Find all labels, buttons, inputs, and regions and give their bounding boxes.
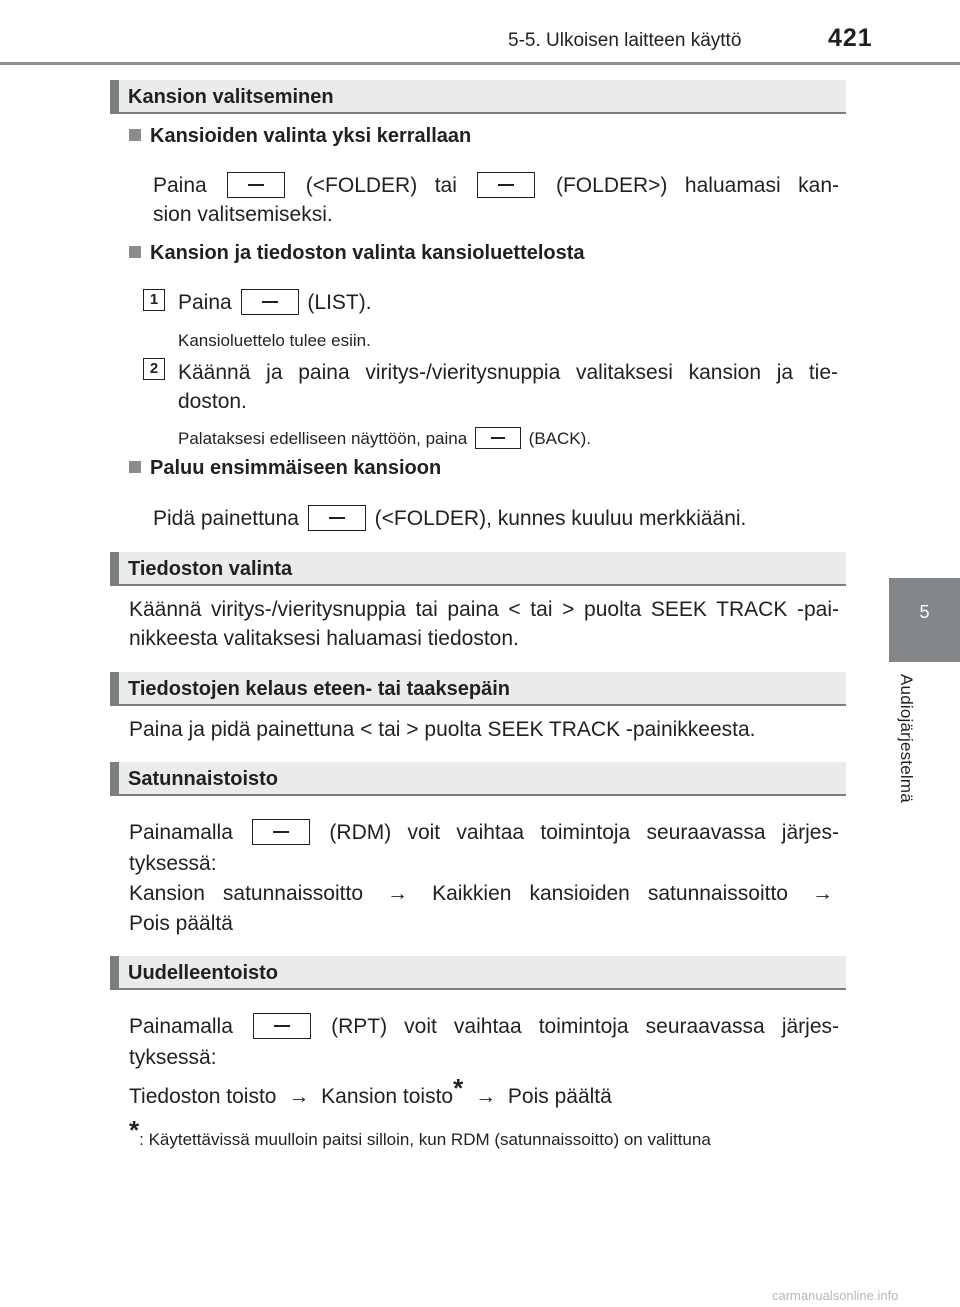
section-header-random xyxy=(110,762,846,796)
random-sequence: Kansion satunnaissoitto → Kaikkien kansioiden satunnaissoitto → xyxy=(129,882,834,905)
step-1-note: Kansioluettelo tulee esiin. xyxy=(178,331,371,350)
button-icon xyxy=(477,172,535,198)
square-bullet-icon xyxy=(129,461,141,473)
button-icon xyxy=(252,819,310,845)
section-title: Tiedoston valinta xyxy=(128,558,293,580)
paragraph-random: Painamalla (RDM) voit vaihtaa toimintoja seuraavassa järjes- xyxy=(129,821,839,844)
subheading-folder-one-at-a-time: Kansioiden valinta yksi kerrallaan xyxy=(129,125,471,148)
section-title: Satunnaistoisto xyxy=(128,768,279,790)
paragraph-file-select: Käännä viritys-/vieritysnuppia tai paina < tai > puolta SEEK TRACK -pai- xyxy=(129,598,839,621)
button-icon xyxy=(241,289,299,315)
button-icon xyxy=(308,505,366,531)
step-1-text: Paina (LIST). xyxy=(178,291,372,314)
step-number-1: 1 xyxy=(143,289,165,311)
paragraph-first-folder: Pidä painettuna (<FOLDER), kunnes kuuluu merkkiääni. xyxy=(153,507,747,530)
paragraph-folder-buttons: Paina (<FOLDER) tai (FOLDER>) haluamasi kan- xyxy=(153,174,840,197)
paragraph-repeat-cont: tyksessä: xyxy=(129,1046,217,1069)
square-bullet-icon xyxy=(129,246,141,258)
watermark: carmanualsonline.info xyxy=(772,1288,899,1303)
section-title: Kansion valitseminen xyxy=(128,86,334,108)
paragraph-folder-buttons-cont: sion valitsemiseksi. xyxy=(153,203,333,226)
step-2-text: Käännä ja paina viritys-/vieritysnuppia valitaksesi kansion ja tie- xyxy=(178,361,838,384)
arrow-right-icon: → xyxy=(288,1085,310,1108)
arrow-right-icon: → xyxy=(812,882,834,905)
subheading-first-folder: Paluu ensimmäiseen kansioon xyxy=(129,457,441,480)
random-sequence-end: Pois päältä xyxy=(129,912,233,935)
subheading-folder-list: Kansion ja tiedoston valinta kansioluettelosta xyxy=(129,242,585,265)
arrow-right-icon: → xyxy=(475,1085,497,1108)
square-bullet-icon xyxy=(129,129,141,141)
section-header-repeat xyxy=(110,956,846,990)
paragraph-fast-forward: Paina ja pidä painettuna < tai > puolta SEEK TRACK -painikkeesta. xyxy=(129,718,756,741)
header-rule xyxy=(0,62,960,65)
paragraph-file-select-cont: nikkeesta valitaksesi haluamasi tiedoston. xyxy=(129,627,519,650)
section-header-fast-forward xyxy=(110,672,846,706)
footnote-marker: * xyxy=(129,1115,140,1145)
button-icon xyxy=(253,1013,311,1039)
paragraph-random-cont: tyksessä: xyxy=(129,852,217,875)
chapter-number: 5 xyxy=(919,602,930,622)
chapter-label: Audiojärjestelmä xyxy=(897,674,916,803)
arrow-right-icon: → xyxy=(387,882,409,905)
section-header-folder-select xyxy=(110,80,846,114)
section-header-file-select xyxy=(110,552,846,586)
paragraph-repeat: Painamalla (RPT) voit vaihtaa toimintoja seuraavassa järjes- xyxy=(129,1015,839,1038)
page-number: 421 xyxy=(828,24,873,52)
chapter-tab xyxy=(889,578,960,662)
step-number-2: 2 xyxy=(143,358,165,380)
repeat-sequence: Tiedoston toisto → Kansion toisto* → Pois päältä xyxy=(129,1073,612,1108)
section-title: Tiedostojen kelaus eteen- tai taaksepäin xyxy=(128,678,510,700)
button-icon xyxy=(227,172,285,198)
section-title: Uudelleentoisto xyxy=(128,962,279,984)
footnote: *: Käytettävissä muulloin paitsi silloin, kun RDM (satunnaissoitto) on valittuna xyxy=(129,1115,711,1149)
chapter-title: 5-5. Ulkoisen laitteen käyttö xyxy=(508,30,742,51)
step-2-note: Palataksesi edelliseen näyttöön, paina (BACK). xyxy=(178,429,592,448)
step-2-text-cont: doston. xyxy=(178,390,247,413)
button-icon xyxy=(475,427,521,449)
footnote-marker: * xyxy=(453,1073,464,1103)
